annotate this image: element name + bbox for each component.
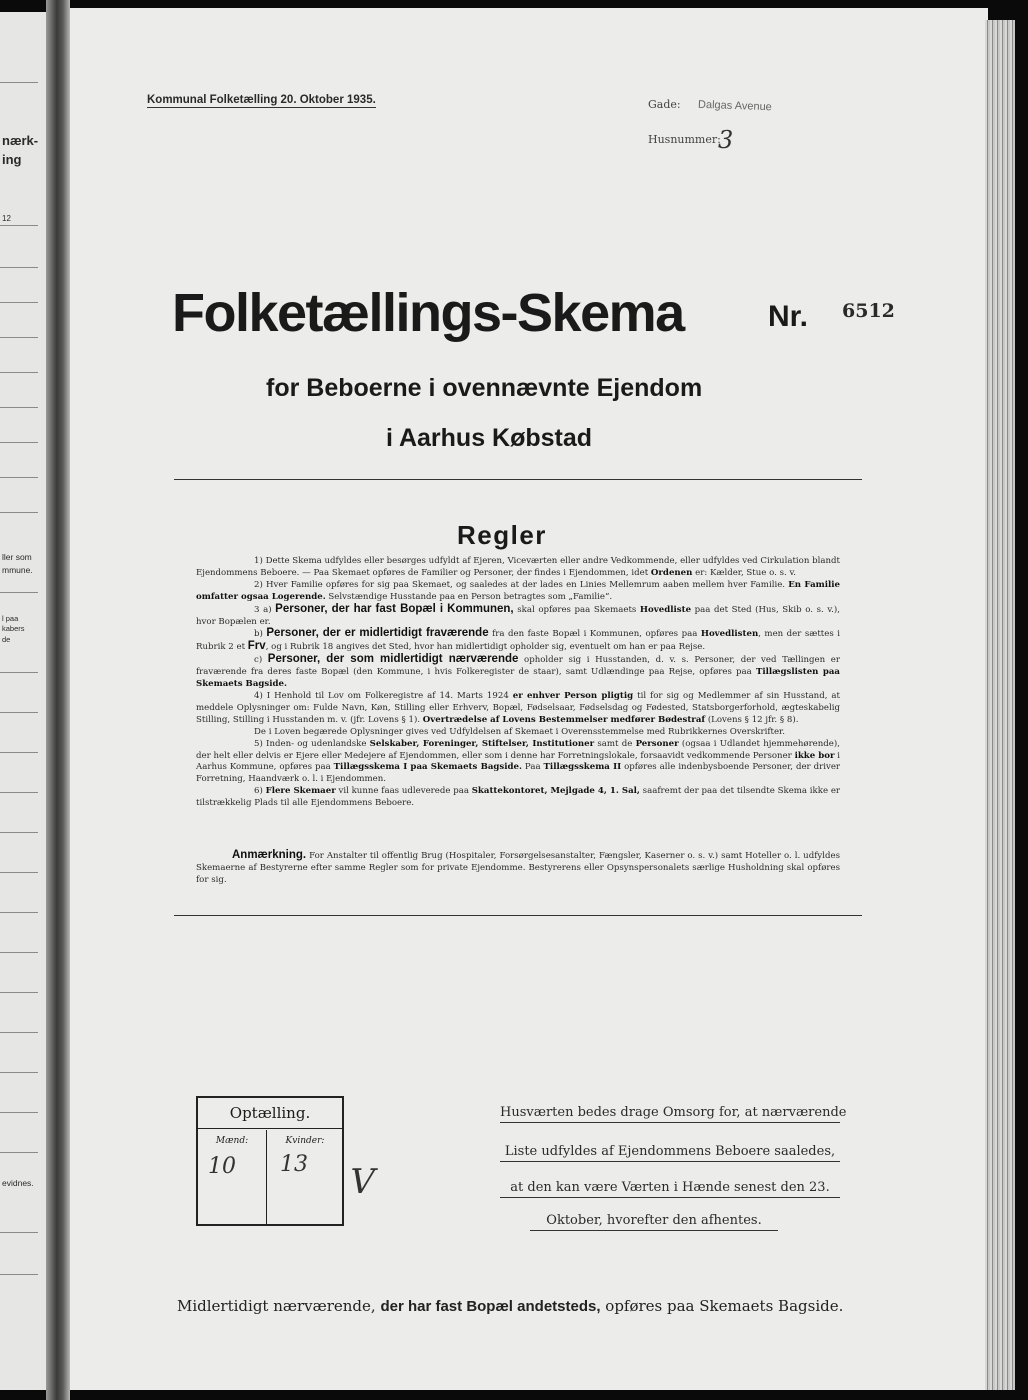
women-count: 13 — [280, 1152, 308, 1177]
notice-line-1: Husværten bedes drage Omsorg for, at nærværende — [500, 1105, 840, 1123]
form-location: i Aarhus Købstad — [386, 424, 593, 452]
rule-4b: De i Loven begærede Oplysninger gives ved Udfyldelsen af Skemaet i Overensstemmelse med Rubrikkernes Overskrifter. — [254, 726, 785, 737]
form-number-label: Nr. — [768, 300, 809, 333]
checkmark: V — [345, 1162, 379, 1202]
left-fragment: de — [2, 635, 11, 644]
left-rule — [0, 82, 38, 83]
footer-note — [177, 1297, 843, 1315]
left-rule — [0, 1274, 38, 1275]
rule-1: 1) Dette Skema udfyldes eller besørges udfyldt af Ejeren, Viceværten eller andre Vedkommende, eller udfyldes ved Cirkulation blandt Ejendommens Beboere. — Paa Skemaet opføres de Familier og Personer, der findes i Ejendommen, idet Ordenen er: Kælder, Stue o. s. v. — [196, 556, 840, 578]
count-title: Optælling. — [198, 1098, 342, 1129]
remark — [196, 850, 840, 887]
street-label: Gade: — [648, 98, 681, 111]
left-rule — [0, 407, 38, 408]
remark-text: For Anstalter til offentlig Brug (Hospitaler, Forsørgelsesanstalter, Fængsler, Kaserner o. s. v.) samt Hoteller o. l. udfyldes Skemaerne af Bestyrerne efter samme Regler som for private Ejendomme. Bestyrerens eller Opsynspersonalets særlige Husholdning skal opføres for sig. — [196, 851, 840, 885]
divider — [174, 479, 862, 480]
left-rule — [0, 512, 38, 513]
women-column — [268, 1130, 342, 1224]
left-fragment: evidnes. — [2, 1178, 34, 1188]
left-fragment: nærk- — [2, 133, 39, 148]
left-rule — [0, 442, 38, 443]
count-box — [196, 1096, 344, 1226]
left-rule — [0, 592, 38, 593]
rules-text — [196, 556, 840, 810]
left-rule — [0, 872, 38, 873]
left-rule — [0, 477, 38, 478]
notice-line-4: Oktober, hvorefter den afhentes. — [530, 1213, 778, 1231]
divider — [174, 915, 862, 916]
page-edges — [985, 20, 1015, 1390]
left-fragment: 12 — [2, 214, 11, 223]
left-rule — [0, 832, 38, 833]
left-rule — [0, 992, 38, 993]
left-rule — [0, 952, 38, 953]
street-value: Dalgas Avenue — [697, 98, 772, 114]
notice-line-3: at den kan være Værten i Hænde senest den 23. — [500, 1180, 840, 1198]
left-fragment: kabers — [2, 624, 25, 633]
left-rule — [0, 225, 38, 226]
left-facing-page — [0, 12, 46, 1390]
rule-3c: c) Personer, der som midlertidigt nærværende opholder sig i Husstanden, d. v. s. Personer, der ved Tællingen er fraværende fra deres faste Bopæl (den Kommune, i hvis Folkeregister de staar), samt Udlændinge paa Rejse, opføres paa Tillægslisten paa Skemaets Bagside. — [196, 653, 840, 690]
men-label: Mænd: — [215, 1136, 249, 1146]
census-date-header: Kommunal Folketælling 20. Oktober 1935. — [147, 94, 376, 106]
footer-text: opføres paa Skemaets Bagside. — [600, 1297, 844, 1315]
left-rule — [0, 672, 38, 673]
men-column — [198, 1130, 267, 1224]
form-number-value: 6512 — [842, 300, 895, 322]
left-rule — [0, 792, 38, 793]
left-fragment: ing — [2, 152, 22, 167]
women-label: Kvinder: — [285, 1136, 325, 1146]
rule-4: 4) I Henhold til Lov om Folkeregistre af 14. Marts 1924 er enhver Person pligtig til for sig og Medlemmer af sin Husstand, at meddele Oplysninger om: Fulde Navn, Køn, Stilling eller Erhverv, Bopæl, Fødselsaar, Fødselsdag og Fødested, Statsborgerforhold, ægteskabelig Stilling, Stilling i Husstanden m. v. (jfr. Lovens § 1). Overtrædelse af Lovens Bestemmelser medfører Bødestraf (Lovens § 12 jfr. § 8). — [196, 690, 840, 725]
left-fragment: mmune. — [2, 565, 33, 575]
notice-line-2: Liste udfyldes af Ejendommens Beboere saaledes, — [500, 1144, 840, 1162]
left-rule — [0, 1072, 38, 1073]
left-rule — [0, 712, 38, 713]
men-count: 10 — [208, 1154, 236, 1179]
book-gutter — [46, 0, 70, 1400]
house-number-label: Husnummer: — [648, 133, 721, 146]
left-rule — [0, 372, 38, 373]
left-rule — [0, 1032, 38, 1033]
rule-5: 5) Inden- og udenlandske Selskaber, Foreninger, Stiftelser, Institutioner samt de Personer (ogsaa i Udlandet hjemmehørende), der helt eller delvis er Ejere eller Medejere af Ejendommen, eller som i denne har Forretningslokale, forsaavidt vedkommende Personer ikke bor i Aarhus Kommune, opføres paa Tillægsskema I paa Skemaets Bagside. Paa Tillægsskema II opføres alle indenbysboende Personer, der driver Forretning, Haandværk o. l. i Ejendommen. — [196, 738, 841, 785]
form-title: Folketællings-Skema — [172, 283, 684, 343]
rule-6: 6) Flere Skemaer vil kunne faas udleverede paa Skattekontoret, Mejlgade 4, 1. Sal, saafremt der paa det tilsendte Skema ikke er tilstrækkelig Plads til alle Ejendommens Beboere. — [196, 786, 841, 809]
left-rule — [0, 912, 38, 913]
footer-text: Midlertidigt nærværende, — [177, 1297, 381, 1315]
left-rule — [0, 337, 38, 338]
footer-bold: der har fast Bopæl andetsteds, — [380, 1298, 601, 1315]
rule-3a: 3 a) Personer, der har fast Bopæl i Kommunen, skal opføres paa Skemaets Hovedliste paa det Sted (Hus, Skib o. s. v.), hvor Bopælen er. — [196, 602, 840, 627]
left-rule — [0, 752, 38, 753]
left-rule — [0, 267, 38, 268]
house-number-value: 3 — [718, 126, 734, 154]
form-subtitle: for Beboerne i ovennævnte Ejendom — [266, 374, 703, 402]
left-rule — [0, 302, 38, 303]
left-fragment: l paa — [2, 614, 19, 623]
left-rule — [0, 1232, 38, 1233]
rule-3b: b) Personer, der er midlertidigt fraværende fra den faste Bopæl i Kommunen, opføres paa Hovedlisten, men der sættes i Rubrik 2 et Frv, og i Rubrik 18 angives det Sted, hvor han midlertidigt opholder sig, eventuelt om han er paa Rejse. — [196, 627, 840, 653]
left-rule — [0, 1112, 38, 1113]
rules-heading: Regler — [457, 520, 547, 550]
rule-2: 2) Hver Familie opføres for sig paa Skemaet, og saaledes at der lades en Linies Mellemrum aaben mellem hver Familie. En Familie omfatter ogsaa Logerende. Selvstændige Husstande paa en Person betragtes som „Familie“. — [196, 579, 840, 602]
left-fragment: ller som — [2, 552, 32, 562]
left-rule — [0, 1152, 38, 1153]
remark-label: Anmærkning. — [232, 849, 307, 861]
